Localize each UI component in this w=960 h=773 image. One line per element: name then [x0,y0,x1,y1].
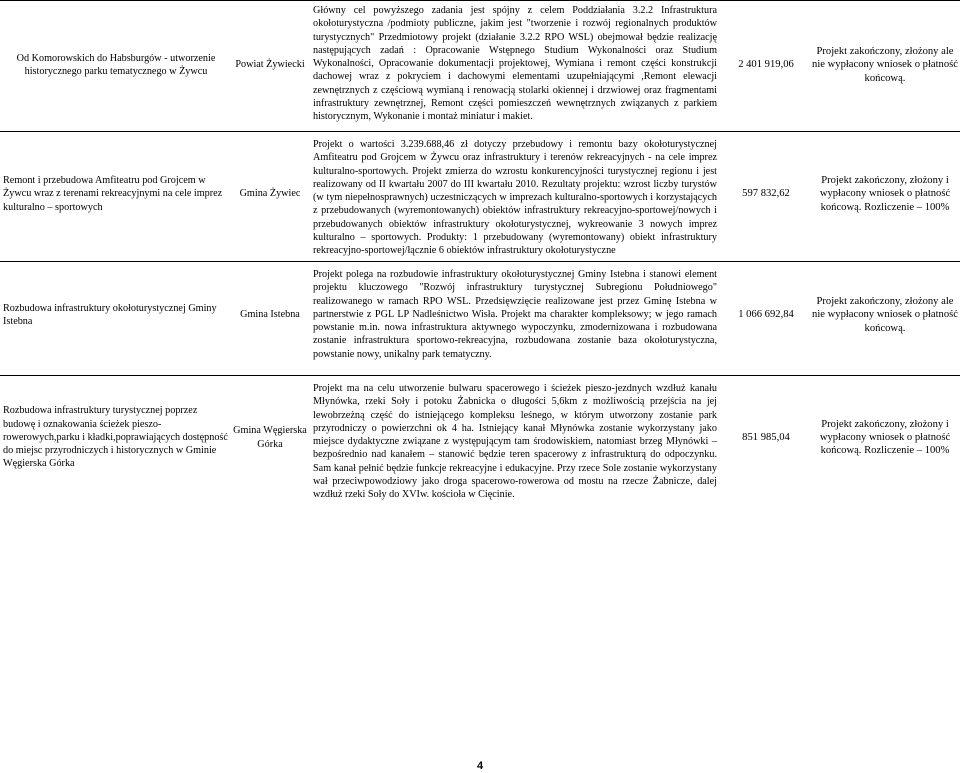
project-status: Projekt zakończony, złożony ale nie wypłacony wniosek o płatność końcową. [812,296,958,334]
beneficiary-cell [233,265,307,365]
project-value: 851 985,04 [742,431,790,443]
row-separator [0,131,960,132]
status-cell [810,380,960,495]
value-cell [722,8,810,122]
project-name-cell [3,8,229,122]
project-name: Od Komorowskich do Habsburgów - utworzenie historycznego parku tematycznego w Żywcu [16,52,216,77]
project-status: Projekt zakończony, złożony i wypłacony wniosek o płatność końcową. Rozliczenie – 100% [819,418,951,457]
project-name: Rozbudowa infrastruktury okołoturystycznej Gminy Istebna [3,302,217,327]
table-top-border [0,0,960,1]
row-separator [0,261,960,262]
beneficiary: Gmina Istebna [240,309,300,321]
page-number: 4 [476,760,484,772]
description: Projekt ma na celu utworzenie bulwaru spacerowego i ścieżek pieszo-jezdnych wzdłuż kanału Młynówka, rzeki Soły i potoku Żabnicka o długości 5,6km z możliwością przejścia na jej lewobrzeżną część do istniejącego kompleksu leśnego, w którym utworzony zostanie park przyrodniczy o powierzchni ok 4 ha. Istniejący kanał Młynówka zostanie wykorzystany jako miejsce dydaktyczne związane z występującym tam środowiskiem, natomiast brzeg Młynówki – bezpośrednio nad kanałem – stanowić będzie teren spacerowy z infrastrukturą do odpoczynku. Sam kanał pełnić będzie funkcje rekreacyjne i edukacyjne. Przy rzece Sole zostanie wykorzystany wał przeciwpowodziowy jako droga spacerowo-rowerowa od mostu na rzecze Żabnicze, dalej wzdłuż rzeki Soły do XVIw. kościoła w Cięcinie. [313,383,717,501]
project-value: 1 066 692,84 [738,309,794,321]
beneficiary: Powiat Żywiecki [235,59,305,71]
beneficiary: Gmina Węgierska Górka [233,425,307,450]
beneficiary-cell [233,8,307,122]
project-status: Projekt zakończony, złożony i wypłacony wniosek o płatność końcową. Rozliczenie – 100% [819,175,951,213]
description: Główny cel powyższego zadania jest spójny z celem Poddziałania 3.2.2 Infrastruktura okołoturystyczna /podmioty publiczne, jakim jest "tworzenie i rozwój regionalnych produktów turystycznych" Przedmiotowy projekt (działanie 3.2.2 RPO WSL) obejmował będzie realizację następujących zadań : Opracowanie Wstępnego Studium Wykonalności oraz Studium Wykonalności, Opracowanie dokumentacji projektowej, Wymiana i remont części konstrukcji dachowej wraz z pokryciem i dachowymi elementami uzupełniającymi ,Remont elewacji zewnętrznych z częściową wymianą i renowacją stolarki okiennej i drzwiowej oraz fragmentami infrastruktury zewnętrznej, Remont części pomieszczeń wewnętrznych związanych z parkiem historycznym, Wykonanie i montaż miniatur i makiet. [313,5,717,123]
project-value: 597 832,62 [742,188,790,200]
value-cell [722,265,810,365]
project-name-cell [3,134,229,254]
project-name-cell [3,265,229,365]
value-cell [722,134,810,254]
project-value: 2 401 919,06 [738,59,794,71]
project-status: Projekt zakończony, złożony ale nie wypłacony wniosek o płatność końcową. [812,46,958,84]
row-separator [0,375,960,376]
project-name: Remont i przebudowa Amfiteatru pod Grojcem w Żywcu wraz z terenami rekreacyjnymi na cele imprez kulturalno – sportowych [3,175,223,213]
description: Projekt polega na rozbudowie infrastruktury okołoturystycznej Gminy Istebna i stanowi element projektu kluczowego "Rozwój infrastruktury turystycznej Subregionu Południowego" realizowanego w ramach RPO WSL. Przedsięwzięcie realizowane jest przez Gminę Istebna w partnerstwie z PGL LP Nadleśnictwo Wisła. Projekt ma charakter kompleksowy; w jego ramach powstanie m.in. nowa infrastruktura aktywnego wypoczynku, zmodernizowana i rozbudowana zostanie infrastruktura sportowo-rekreacyjna, rozbudowana zostanie baza okołoturystyczna, powstanie nowy, unikalny park tematyczny. [313,269,717,360]
status-cell [810,8,960,122]
beneficiary-cell [233,134,307,254]
description: Projekt o wartości 3.239.688,46 zł dotyczy przebudowy i remontu bazy okołoturystycznej Amfiteatru pod Grojcem w Żywcu oraz infrastruktury i terenów rekreacyjnych - na cele imprez kulturalno-sportowych. Projekt zmierza do wzrostu konkurencyjności turystycznej regionu i jest realizowany od II kwartału 2007 do III kwartału 2010. Rezultaty projektu: wzrost liczby turystów (w tym niepełnosprawnych) uczestniczących w imprezach kulturalno-sportowych i korzystających z przebudowanych (wyremontowanych) obiektów infrastruktury rekreacyjno-sportowej/nowych i przebudowanych obiektów infrastruktury okołoturystycznej, wykreowanie 3 nowych imprez kulturalno – sportowych. Produkty: 1 przebudowany (wyremontowany) obiekt infrastruktury rekreacyjno-sportowej/łącznie 6 obiektów infrastruktury okołoturystyczne [313,139,717,257]
status-cell [810,134,960,254]
project-name-cell [3,380,229,495]
status-cell [810,265,960,365]
value-cell [722,380,810,495]
project-name: Rozbudowa infrastruktury turystycznej poprzez budowę i oznakowania ścieżek pieszo-rowerowych,parku i kładki,poprawiających dostępność do miejsc przyrodniczych i historycznych w Gminie Węgierska Górka [3,405,228,470]
beneficiary: Gmina Żywiec [239,188,301,200]
beneficiary-cell [233,380,307,495]
